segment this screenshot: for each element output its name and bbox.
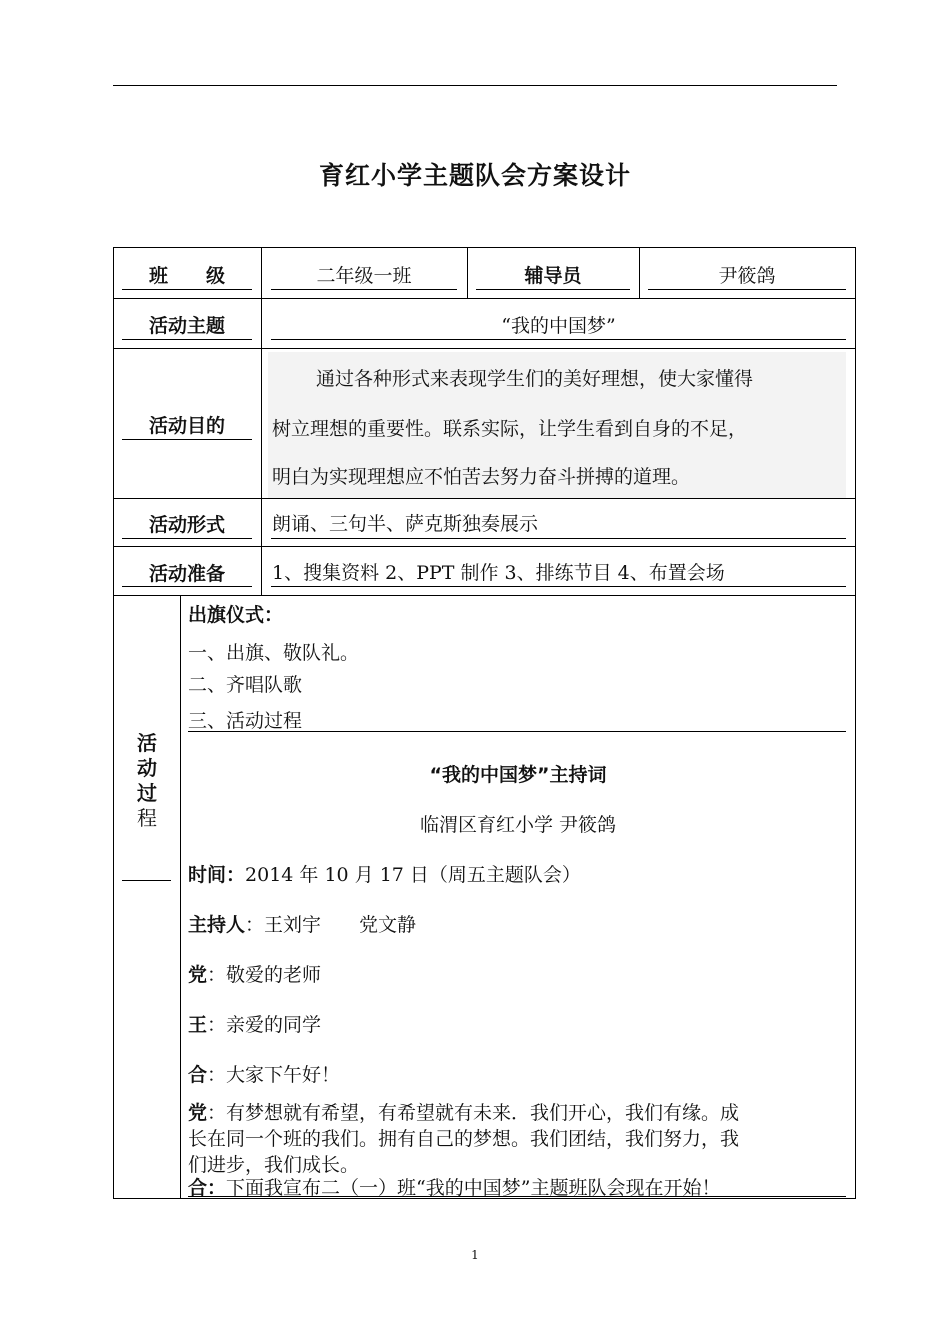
underline [188, 1196, 846, 1197]
theme-value: “我的中国梦” [501, 314, 616, 337]
underline [122, 586, 252, 587]
page-number: 1 [471, 1248, 479, 1262]
form-value: 朗诵、三句半、萨克斯独奏展示 [272, 513, 539, 535]
underline [122, 439, 252, 440]
underline [122, 289, 252, 290]
prep-label: 活动准备 [148, 562, 225, 585]
step-item: 一、出旗、敬队礼。 [188, 642, 360, 664]
class-label: 班 级 [148, 264, 225, 287]
underline [271, 538, 846, 539]
script-paragraph-line: 长在同一个班的我们。拥有自己的梦想。我们团结，我们努力，我 [188, 1128, 740, 1150]
purpose-line: 明白为实现理想应不怕苦去努力奋斗拼搏的道理。 [272, 466, 691, 488]
purpose-label: 活动目的 [148, 414, 225, 437]
step-item: 二、齐唱队歌 [188, 674, 303, 696]
script-line: 时间：2014 年 10 月 17 日（周五主题队会） [188, 864, 581, 886]
underline [122, 339, 252, 340]
purpose-line: 树立理想的重要性。联系实际，让学生看到自身的不足， [272, 418, 748, 440]
row-divider [113, 498, 856, 499]
underline [648, 289, 846, 290]
document-title: 育红小学主题队会方案设计 [318, 161, 631, 190]
underline [476, 289, 630, 290]
column-divider [261, 247, 262, 595]
underline [271, 289, 457, 290]
counselor-value: 尹筱鸽 [718, 264, 776, 287]
process-label-char: 动 [137, 756, 157, 780]
script-line: 党：敬爱的老师 [188, 964, 322, 986]
script-title: “我的中国梦”主持词 [429, 764, 607, 786]
header-rule [113, 85, 837, 86]
process-label-char: 程 [137, 806, 157, 830]
row-divider [113, 546, 856, 547]
prep-value: 1、搜集资料 2、PPT 制作 3、排练节目 4、布置会场 [272, 562, 725, 584]
underline [271, 339, 846, 340]
column-divider [180, 595, 181, 1199]
process-label-char: 活 [137, 731, 157, 755]
theme-label: 活动主题 [148, 314, 225, 337]
row-divider [113, 348, 856, 349]
class-value: 二年级一班 [316, 264, 412, 287]
script-line: 合：下面我宣布二（一）班“我的中国梦”主题班队会现在开始！ [188, 1177, 721, 1199]
counselor-label: 辅导员 [524, 264, 582, 287]
underline [122, 880, 171, 881]
script-author: 临渭区育红小学 尹筱鸽 [419, 814, 617, 836]
script-paragraph-line: 们进步，我们成长。 [188, 1154, 360, 1176]
process-label-char: 过 [137, 781, 157, 805]
underline [122, 538, 252, 539]
script-line: 主持人：王刘宇 党文静 [188, 914, 417, 936]
underline [188, 731, 846, 732]
purpose-line: 通过各种形式来表现学生们的美好理想，使大家懂得 [316, 368, 754, 390]
row-divider [113, 298, 856, 299]
step-item: 三、活动过程 [188, 710, 303, 732]
script-line: 合：大家下午好！ [188, 1064, 341, 1086]
flag-heading: 出旗仪式： [188, 604, 284, 626]
column-divider [467, 247, 468, 298]
column-divider [639, 247, 640, 298]
form-label: 活动形式 [148, 513, 225, 536]
script-line: 王：亲爱的同学 [188, 1014, 322, 1036]
underline [271, 586, 846, 587]
row-divider [113, 595, 856, 596]
script-paragraph-line: 党：有梦想就有希望，有希望就有未来．我们开心，我们有缘。成 [188, 1102, 740, 1124]
